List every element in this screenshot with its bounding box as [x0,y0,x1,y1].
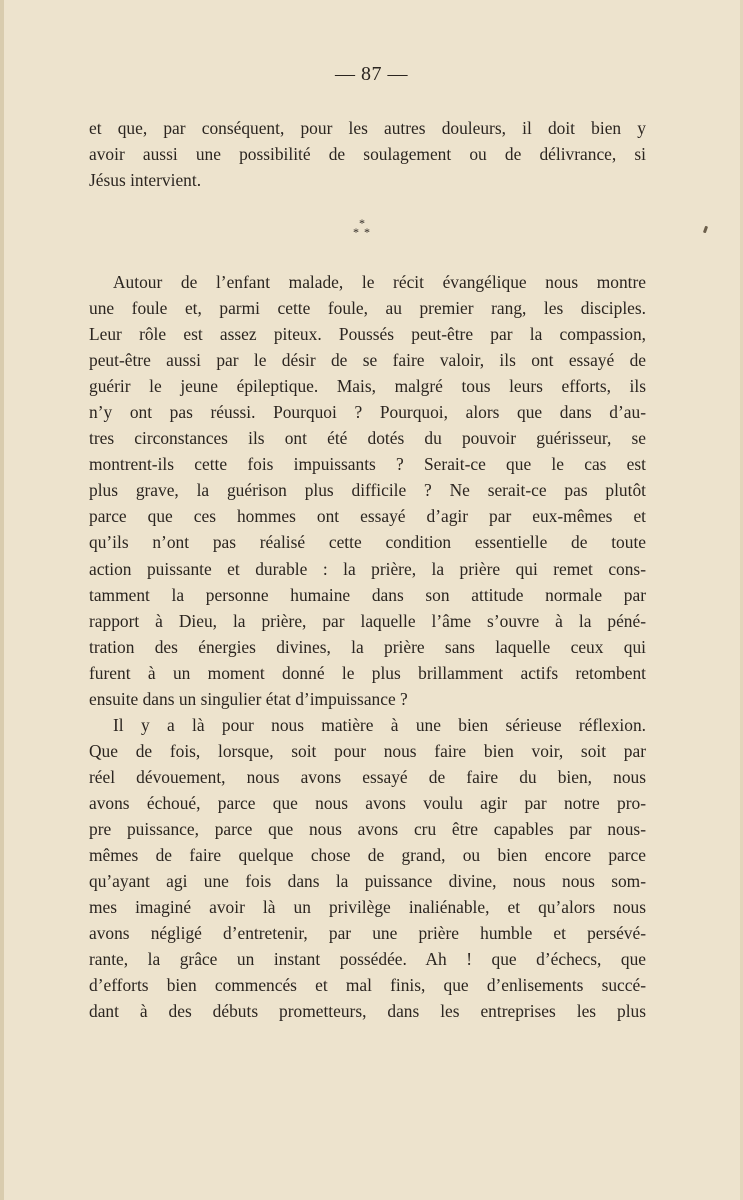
text-line: parce que ces hommes ont essayé d’agir par eux-mêmes et [89,506,646,527]
text-line: peut-être aussi par le désir de se faire valoir, ils ont essayé de [89,350,646,371]
text-line: dant à des débuts prometteurs, dans les entreprises les plus [89,1001,646,1022]
text-line: montrent-ils cette fois impuissants ? Serait-ce que le cas est [89,454,646,475]
page-left-edge [0,0,4,1200]
text-line: avons échoué, parce que nous avons voulu agir par notre pro- [89,792,646,813]
text-line: qu’ils n’ont pas réalisé cette condition essentielle de toute [89,532,646,553]
text-line: tres circonstances ils ont été dotés du pouvoir guérisseur, se [89,428,646,449]
text-line: guérir le jeune épileptique. Mais, malgré tous leurs efforts, ils [89,376,646,397]
section-separator-asterism [351,217,377,241]
text-line: n’y ont pas réussi. Pourquoi ? Pourquoi, alors que dans d’au- [89,402,646,423]
text-line: d’efforts bien commencés et mal finis, que d’enlisements succé- [89,975,646,996]
text-line: Leur rôle est assez piteux. Poussés peut-être par la compassion, [89,324,646,345]
text-line: tamment la personne humaine dans son attitude normale par [89,584,646,605]
text-line: mes imaginé avoir là un privilège inaliénable, et qu’alors nous [89,897,646,918]
text-line: une foule et, parmi cette foule, au premier rang, les disciples. [89,298,646,319]
text-line: action puissante et durable : la prière, la prière qui remet cons- [89,558,646,579]
text-line: et que, par conséquent, pour les autres douleurs, il doit bien y [89,118,646,138]
text-line: mêmes de faire quelque chose de grand, ou bien encore parce [89,845,646,866]
text-line: Autour de l’enfant malade, le récit évangélique nous montre [113,272,646,292]
asterisk: * [353,225,359,239]
text-line: ensuite dans un singulier état d’impuissance ? [89,688,408,709]
asterisk: * [359,216,365,230]
text-line: avons négligé d’entretenir, par une prière humble et persévé- [89,923,646,944]
text-line: tration des énergies divines, la prière sans laquelle ceux qui [89,636,646,657]
text-line: plus grave, la guérison plus difficile ? Ne serait-ce pas plutôt [89,480,646,501]
text-line: pre puissance, parce que nous avons cru être capables par nous- [89,818,646,839]
text-line: réel dévouement, nous avons essayé de faire du bien, nous [89,766,646,787]
paragraph-continuation [89,115,646,193]
ink-smudge-mark [703,226,708,234]
text-line: Il y a là pour nous matière à une bien sérieuse réflexion. [113,714,646,735]
page-number: — 87 — [335,63,408,85]
text-line: avoir aussi une possibilité de soulagement ou de délivrance, si [89,144,646,165]
text-line: Que de fois, lorsque, soit pour nous faire bien voir, soit par [89,740,646,761]
text-line: rante, la grâce un instant possédée. Ah ! que d’échecs, que [89,949,646,970]
text-line: Jésus intervient. [89,170,202,191]
text-line: rapport à Dieu, la prière, par laquelle l’âme s’ouvre à la péné- [89,610,646,631]
asterisk: * [364,225,370,239]
text-line: furent à un moment donné le plus brillamment actifs retombent [89,662,646,683]
body-text [89,269,646,1024]
text-line: qu’ayant agi une fois dans la puissance divine, nous nous som- [89,871,646,892]
